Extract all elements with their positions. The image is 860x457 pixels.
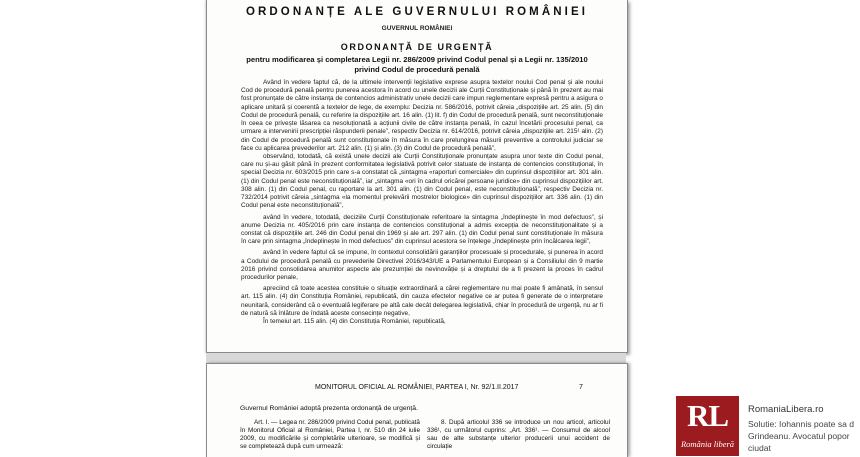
page-running-header <box>315 384 615 391</box>
page-header-subtitle: GUVERNUL ROMÂNIEI <box>381 25 453 32</box>
page-number: 7 <box>579 384 583 391</box>
right-column <box>427 419 610 451</box>
article-text: Art. I. — Legea nr. 286/2009 privind Codul penal, publicată în Monitorul Oficial al României, Partea I, nr. 510 din 24 iulie 2009, cu modificările și completările ulterioare, se modifică și se completează după cum urmează: <box>240 419 420 451</box>
body-paragraph: având în vedere faptul că se impune, în contextul consolidării garanțiilor procesuale și procedurale, și punerea în acord a Codului de procedură penală cu prevederile Directivei 2016/343/UE a Parlamentului European și a Consiliului din 9 martie 2016 privind consolidarea anumitor aspecte ale prezumției de nevinovăție și a dreptului de a fi prezent la proces în cadrul procedurilor penale, <box>241 249 603 282</box>
page-separator <box>206 353 626 363</box>
body-paragraph: observând, totodată, că există unele decizii ale Curții Constituționale pronunțate asupra unor texte din Codul penal, care nu și-au găsit până în prezent conformitatea legislativă potrivit celor statuate de instanța de contencios constituțional, în special Decizia nr. 603/2015 prin care s-a constatat că „sintagma «raporturi comerciale» din cuprinsul dispozițiilor art. 301 alin. (1) din Codul penal este neconstituțională”, iar „sintagma «ori în cadrul oricărei persoane juridice» din cuprinsul dispozițiilor art. 308 alin. (1) din Codul penal, cu raportare la art. 301 alin. (1) din Codul penal, este neconstituțională”, respectiv Decizia nr. 732/2014 potrivit căreia „sintagma «la momentul prelevării mostrelor biologice» din cuprinsul dispozițiilor art. 336 alin. (1) din Codul penal este neconstituțională”, <box>241 152 603 210</box>
document-title: ORDONANȚĂ DE URGENȚĂ <box>340 42 494 52</box>
romania-libera-logo <box>676 396 739 456</box>
body-paragraph: având în vedere, totodată, deciziile Curții Constituționale referitoare la sintagma „îndeplinește în mod defectuos”, și anume Decizia nr. 405/2016 prin care instanța de contencios constituțional a admis excepția de neconstituționalitate și a constat că dispozițiile art. 246 din Codul penal din 1969 și ale art. 297 alin. (1) din Codul penal sunt constituționale în măsura în care prin sintagma „îndeplinește în mod defectuos” din cuprinsul acestora se înțelege „îndeplinește prin încălcarea legii”, <box>241 213 603 246</box>
document-subtitle-line-1: pentru modificarea și completarea Legii nr. 286/2009 privind Codul penal și a Legii nr. 135/2010 <box>246 55 588 64</box>
right-gutter <box>632 0 860 456</box>
headline-line[interactable]: ciudat <box>748 443 771 453</box>
article-text: 8. După articolul 336 se introduce un nou articol, articolul 336¹, cu următorul cuprins: „Art. 336¹. — Consumul de alcool sau de alte substanțe ulterior producerii unui accident de circulație <box>427 419 610 451</box>
adoption-statement: Guvernul României adoptă prezenta ordonanță de urgență. <box>240 405 418 412</box>
news-link-card[interactable] <box>674 396 860 456</box>
page-header-title: ORDONANȚE ALE GUVERNULUI ROMÂNIEI <box>245 6 589 18</box>
body-paragraph: În temeiul art. 115 alin. (4) din Constituția României, republicată, <box>263 318 446 326</box>
logo-initials: RL <box>686 398 729 433</box>
headline-line[interactable]: Grindeanu. Avocatul popor <box>748 431 850 441</box>
site-name[interactable]: RomaniaLibera.ro <box>748 404 824 415</box>
document-page-1 <box>206 0 628 353</box>
left-column <box>240 419 420 451</box>
gazette-header-text: MONITORUL OFICIAL AL ROMÂNIEI, PARTEA I, Nr. 92/1.II.2017 <box>315 384 519 391</box>
document-page-2 <box>206 363 628 457</box>
logo-subtitle: România liberă <box>680 439 735 449</box>
body-paragraph: apreciind că toate acestea constituie o situație extraordinară a cărei reglementare nu mai poate fi amânată, în sensul art. 115 alin. (4) din Constituția României, republicată, din cauza efectelor negative ce ar putea fi generate de o interpretare neunitară, considerând că o eventuală legiferare pe altă cale decât delegarea legislativă, chiar în procedură de urgență, nu ar fi de natură să înlăture de îndată aceste consecințe negative, <box>241 285 603 317</box>
body-paragraph: Având în vedere faptul că, de la ultimele intervenții legislative exprese asupra textelor noului Cod penal și ale noului Cod de procedură penală pentru punerea acestora în acord cu unele decizii ale Curții Constituționale și până în prezent au mai fost pronunțate de către instanța de contencios administrativ unele decizii care impun reglementare expresă pentru a asigura o aplicare unitară și coerentă a textelor de lege, de exemplu: Decizia nr. 586/2016, potrivit căreia „dispozițiile art. 25 alin. (5) din Codul de procedură penală, cu referire la dispozițiile art. 16 alin. (1) lit. f) din Codul de procedură penală, sunt neconstituționale în ceea ce privește lăsarea ca nesoluționată a acțiunii civile de către instanța penală, în cazul încetării procesului penal, ca urmare a intervenirii prescripției răspunderii penale”, respectiv Decizia nr. 614/2016, potrivit căreia „dispozițiile art. 215¹ alin. (2) din Codul de procedură penală sunt constituționale în măsura în care prelungirea măsurii preventive a controlului judiciar se face cu aplicarea prevederilor art. 212 alin. (1) și alin. (3) din Codul de procedură penală”, <box>241 79 603 152</box>
document-subtitle-line-2: privind Codul de procedură penală <box>354 65 480 74</box>
document-body <box>241 79 603 326</box>
left-gutter <box>0 0 203 456</box>
headline-line[interactable]: Solutie: Iohannis poate sa d <box>748 419 855 429</box>
